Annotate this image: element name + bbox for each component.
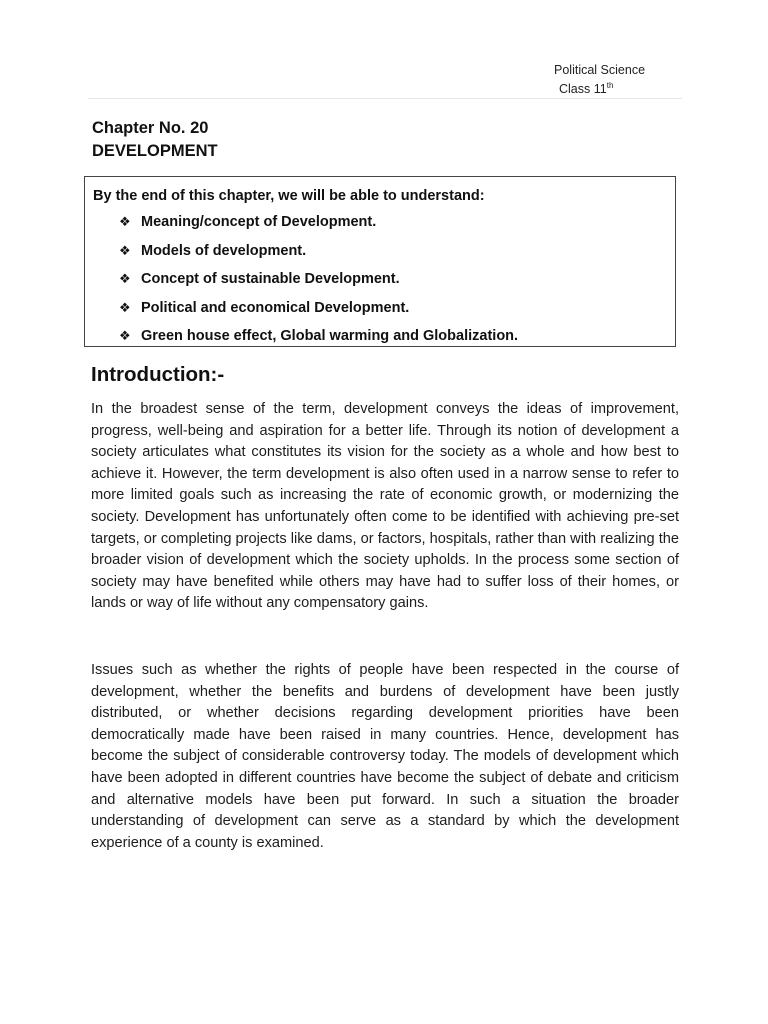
introduction-paragraph-2: Issues such as whether the rights of people have been respected in the course of development, whether the benefits and burdens of development have been justly distributed, or whether decisions regarding development priorities have been democratically made have been raised in many countries. Hence, development has become the subject of considerable controversy today. The models of development which have been adopted in different countries have become the subject of debate and criticism and alternative models have been put forward. In such a situation the broader understanding of development can serve as a standard by which the development experience of a county is examined. [91,662,679,851]
header-class-suffix: th [606,81,614,90]
diamond-bullet-icon: ❖ [119,329,131,344]
chapter-title: DEVELOPMENT [92,142,218,160]
header-class [540,78,710,97]
introduction-heading: Introduction:- [91,363,225,386]
objectives-lead: By the end of this chapter, we will be able to understand: [93,188,485,204]
introduction-paragraph-1: In the broadest sense of the term, development conveys the ideas of improvement, progress, well-being and aspiration for a better life. Through its notion of development a society articulates what constitutes its vision for the society as a whole and how best to achieve it. However, the term development is also often used in a narrow sense to refer to more limited goals such as increasing the rate of economic growth, or modernizing the society. Development has unfortunately often come to be identified with achieving pre-set targets, or completing projects like dams, or factors, hospitals, rather than with realizing the broader vision of development which the society upholds. In the process some section of society may have benefited while others may have had to suffer loss of their homes, or lands or way of life without any compensatory gains. [91,401,679,612]
objective-text: Models of development. [141,242,307,259]
header-divider [88,98,682,99]
objectives-list [93,213,675,356]
objective-item [119,270,675,299]
objective-item [119,299,675,328]
diamond-bullet-icon: ❖ [119,300,131,316]
chapter-number: Chapter No. 20 [92,119,209,137]
chapter-heading [92,117,218,163]
learning-objectives-box [84,176,676,347]
objective-text: Concept of sustainable Development. [141,271,400,287]
objective-text: Meaning/concept of Development. [141,214,377,230]
diamond-bullet-icon: ❖ [119,215,131,230]
objective-item [119,213,675,242]
objective-item [119,242,675,271]
page-header [540,62,710,97]
diamond-bullet-icon: ❖ [119,243,131,259]
header-subject: Political Science [554,63,646,77]
objective-item [119,327,675,356]
header-class-label: Class 11 [559,82,607,96]
diamond-bullet-icon: ❖ [119,272,131,287]
objective-text: Green house effect, Global warming and Globalization. [141,328,519,344]
objective-text: Political and economical Development. [141,299,410,316]
